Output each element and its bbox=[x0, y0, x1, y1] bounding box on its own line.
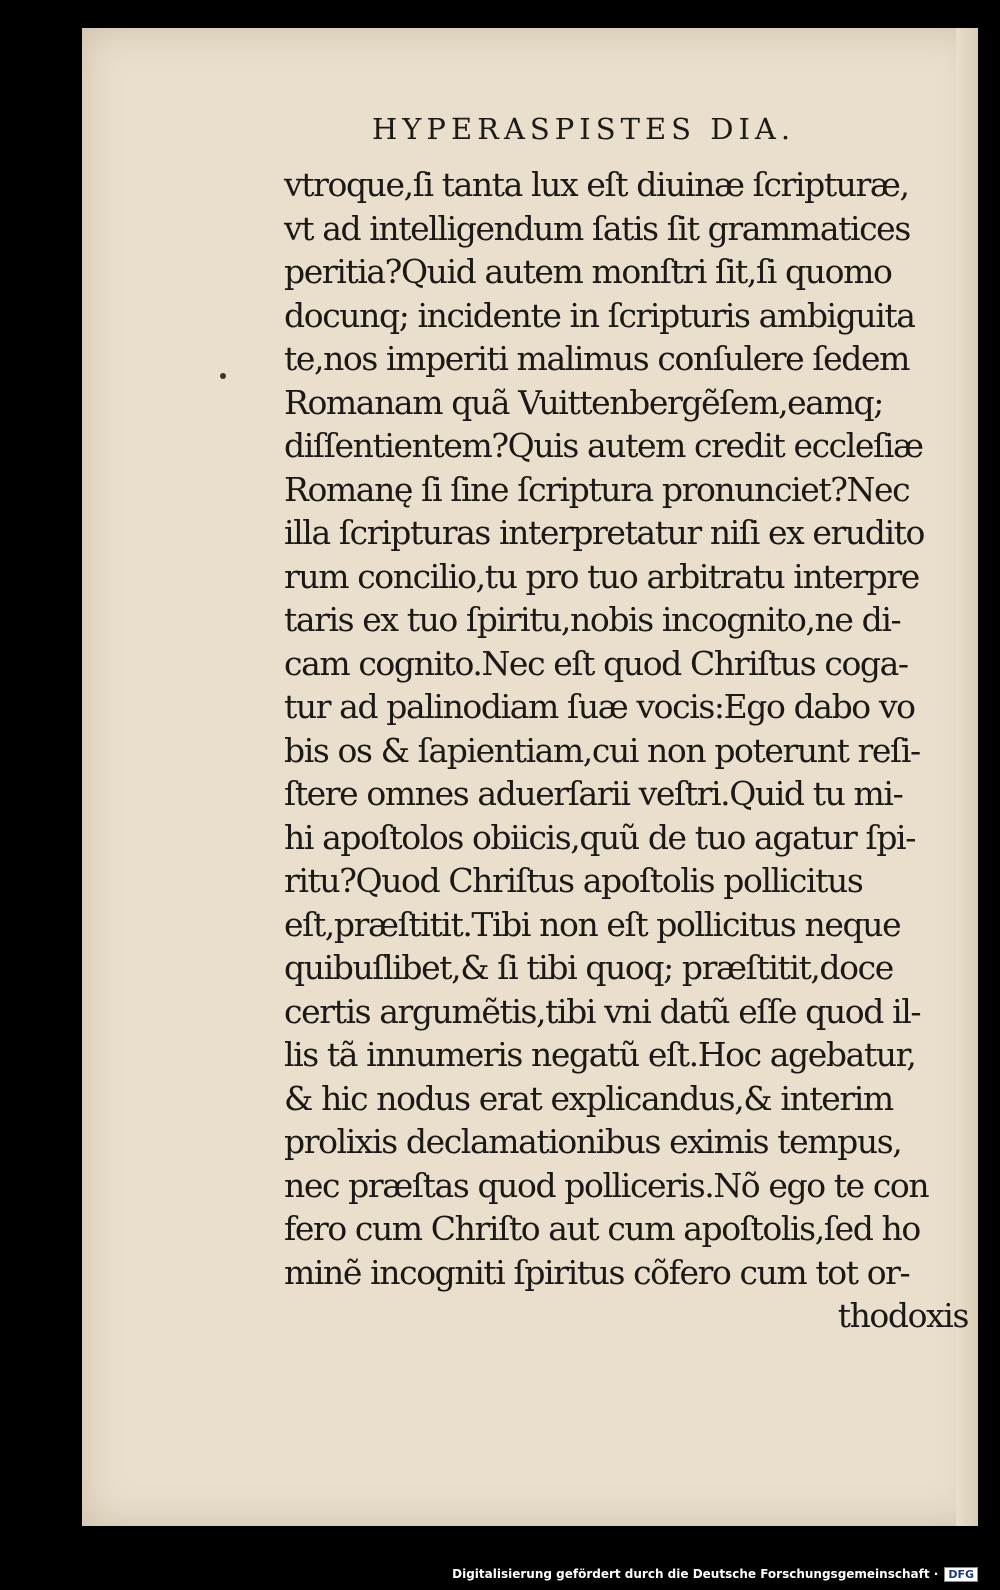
text-line: peritia?Quid autem monſtri ſit,ſi quomo bbox=[284, 252, 892, 291]
margin-mark bbox=[220, 373, 226, 379]
body-text bbox=[284, 163, 968, 1338]
text-line: hi apoſtolos obiicis,quũ de tuo agatur ſpi- bbox=[284, 817, 915, 857]
dfg-logo: DFG bbox=[944, 1567, 978, 1582]
text-line: te,nos imperiti malimus conſulere ſedem bbox=[284, 339, 910, 378]
text-line: quibuſlibet,& ſi tibi quoq; præſtitit,doce bbox=[284, 948, 893, 987]
text-line: rum concilio,tu pro tuo arbitratu interpre bbox=[284, 556, 919, 596]
text-line: ritu?Quod Chriſtus apoſtolis pollicitus bbox=[284, 861, 863, 900]
text-line: bis os & ſapientiam,cui non poterunt reſi- bbox=[284, 730, 920, 770]
text-line: & hic nodus erat explicandus,& interim bbox=[284, 1078, 893, 1118]
text-line: tur ad palinodiam ſuæ vocis:Ego dabo vo bbox=[284, 687, 915, 726]
text-line: ſtere omnes aduerſarii veſtri.Quid tu mi- bbox=[284, 774, 903, 813]
text-line: fero cum Chriſto aut cum apoſtolis,ſed ho bbox=[284, 1209, 920, 1248]
digitization-credit bbox=[452, 1567, 978, 1582]
text-line: vtroque,ſi tanta lux eſt diuinæ ſcripturæ, bbox=[284, 165, 909, 204]
text-line: vt ad intelligendum ſatis ſit grammatices bbox=[284, 208, 910, 248]
text-line: nec præſtas quod polliceris.Nõ ego te con bbox=[284, 1165, 929, 1205]
text-line: Romanę ſi ſine ſcriptura pronunciet?Nec bbox=[284, 469, 910, 509]
text-line: illa ſcripturas interpretatur niſi ex erudito bbox=[284, 513, 924, 552]
text-line: prolixis declamationibus eximis tempus, bbox=[284, 1122, 902, 1161]
text-line: taris ex tuo ſpiritu,nobis incognito,ne di- bbox=[284, 600, 901, 639]
text-line: cam cognito.Nec eſt quod Chriſtus coga- bbox=[284, 643, 908, 683]
text-line: diſſentientem?Quis autem credit eccleſiæ bbox=[284, 426, 923, 465]
text-line: certis argumẽtis,tibi vni datũ eſſe quod il- bbox=[284, 991, 921, 1031]
catchword: thodoxis bbox=[837, 1296, 968, 1335]
text-line: lis tã innumeris negatũ eſt.Hoc agebatur, bbox=[284, 1035, 916, 1074]
text-line: minẽ incogniti ſpiritus cõfero cum tot or- bbox=[284, 1252, 910, 1292]
text-line: eſt,præſtitit.Tibi non eſt pollicitus neque bbox=[284, 904, 901, 944]
running-title: HYPERASPISTES DIA. bbox=[372, 112, 796, 146]
credit-text: Digitalisierung gefördert durch die Deutsche Forschungsgemeinschaft · bbox=[452, 1567, 939, 1581]
text-line: Romanam quã Vuittenbergẽſem,eamq; bbox=[284, 382, 883, 422]
text-line: docunq; incidente in ſcripturis ambiguita bbox=[284, 295, 915, 335]
